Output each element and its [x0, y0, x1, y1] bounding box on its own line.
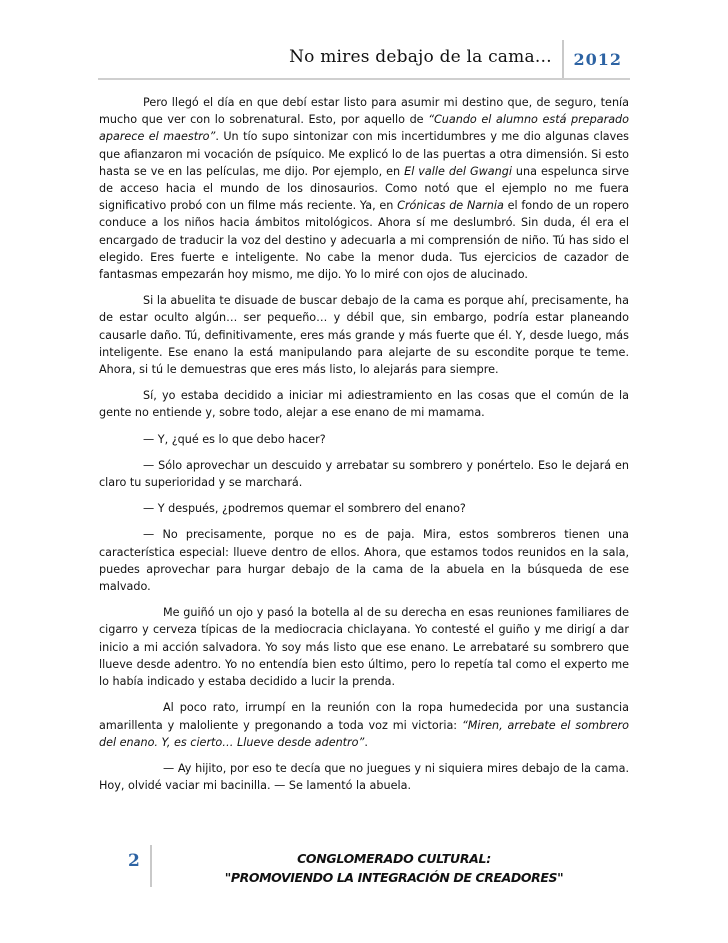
- film-title-gwangi: El valle del Gwangi: [404, 164, 512, 178]
- paragraph-1-text-b: . Un tío supo sintonizar con mis incertidumbres y me dio algunas claves que afianzaron mi vocación de psíquico. Me explicó lo de las puertas a otra dimensión. Si esto hasta se ve en las películas, me dijo. Por ejemplo, en: [99, 130, 629, 178]
- dialogue-3: — Y después, ¿podremos quemar el sombrero del enano?: [143, 502, 466, 516]
- paragraph-1: [99, 94, 629, 283]
- dialogue-1: — Y, ¿qué es lo que debo hacer?: [143, 432, 326, 446]
- paragraph-8: Me guiñó un ojo y pasó la botella al de su derecha en esas reuniones familiares de cigarro y cerveza típicas de la mediocracia chiclayana. Yo contesté el guiño y me dirigí a dar inicio a mi acción salvadora. Yo soy más listo que ese enano. Le arrebataré su sombrero que llueve desde adentro. Yo no entendía bien esto último, pero lo repetía tal como el experto me lo había indicado y estaba decidido a lucir la prenda.: [99, 606, 629, 689]
- paragraph-1-text-d: el fondo de un ropero conduce a los niños hacia ámbitos mitológicos. Ahora sí me deslumbró. Sin duda, él era el encargado de traducir la voz del destino y adecuarla a mi comprensión de niño. Tú has sido el elegido. Eres fuerte e inteligente. No cabe la menor duda. Tus ejercicios de cazador de fantasmas empezarán hoy mismo, me dijo. Yo lo miré con ojos de alucinado.: [99, 199, 630, 282]
- paragraph-1-text-c: una espelunca sirve de acceso hacia el mundo de los dinosaurios. Como notó que el ejemplo no me fuera significativo probó con un filme más reciente. Ya, en: [99, 164, 629, 213]
- paragraph-9-text-b: .: [364, 735, 368, 749]
- header-rule: [98, 78, 630, 80]
- quote-alumno-maestro: “Cuando el alumno está preparado aparece el maestro”: [99, 113, 630, 144]
- dialogue-4: — No precisamente, porque no es de paja. Mira, estos sombreros tienen una característica especial: llueve dentro de ellos. Ahora, que estamos todos reunidos en la sala, puedes aprovechar para hurgar debajo de la cama de la abuela en la búsqueda de ese malvado.: [99, 528, 629, 594]
- paragraph-2: Si la abuelita te disuade de buscar debajo de la cama es porque ahí, precisamente, ha de estar oculto algún… ser pequeño… y débil que, sin embargo, podría estar planeando causarle daño. Tú, definitivamente, eres más grande y más fuerte que él. Y, desde luego, más inteligente. Ese enano la está manipulando para alejarte de su escondite porque te teme. Ahora, si tú le demuestras que eres más listo, lo alejarás para siempre.: [99, 294, 629, 377]
- paragraph-3: Sí, yo estaba decidido a iniciar mi adiestramiento en las cosas que el común de la gente no entiende y, sobre todo, alejar a ese enano de mi mamama.: [99, 389, 629, 420]
- paragraph-9-text-a: Al poco rato, irrumpí en la reunión con la ropa humedecida por una sustancia amarillenta y maloliente y pregonando a toda voz mi victoria:: [99, 701, 629, 732]
- footer-slogan: "PROMOVIENDO LA INTEGRACIÓN DE CREADORES": [224, 870, 564, 885]
- page-number: 2: [128, 851, 140, 871]
- story-body: [99, 94, 629, 794]
- header-title: No mires debajo de la cama…: [289, 47, 552, 67]
- page-footer: [98, 845, 630, 890]
- footer-organization: CONGLOMERADO CULTURAL:: [297, 851, 491, 866]
- header-year: 2012: [573, 50, 622, 69]
- page-header: [98, 40, 630, 80]
- header-divider: [562, 40, 564, 78]
- footer-divider: [150, 845, 152, 887]
- dialogue-2: — Sólo aprovechar un descuido y arrebatar su sombrero y ponértelo. Eso le dejará en claro tu superioridad y se marchará.: [99, 458, 629, 490]
- paragraph-9: [99, 699, 629, 751]
- paragraph-10: — Ay hijito, por eso te decía que no juegues y ni siquiera mires debajo de la cama. Hoy, olvidé vaciar mi bacinilla. — Se lamentó la abuela.: [99, 761, 629, 793]
- paragraph-1-text-a: Pero llegó el día en que debí estar listo para asumir mi destino que, de seguro, tenía mucho que ver con lo sobrenatural. Esto, por aquello de: [99, 96, 629, 127]
- film-title-narnia: Crónicas de Narnia: [397, 199, 504, 213]
- quote-victoria: “Miren, arrebate el sombrero del enano. Y, es cierto… Llueve desde adentro”: [99, 718, 629, 749]
